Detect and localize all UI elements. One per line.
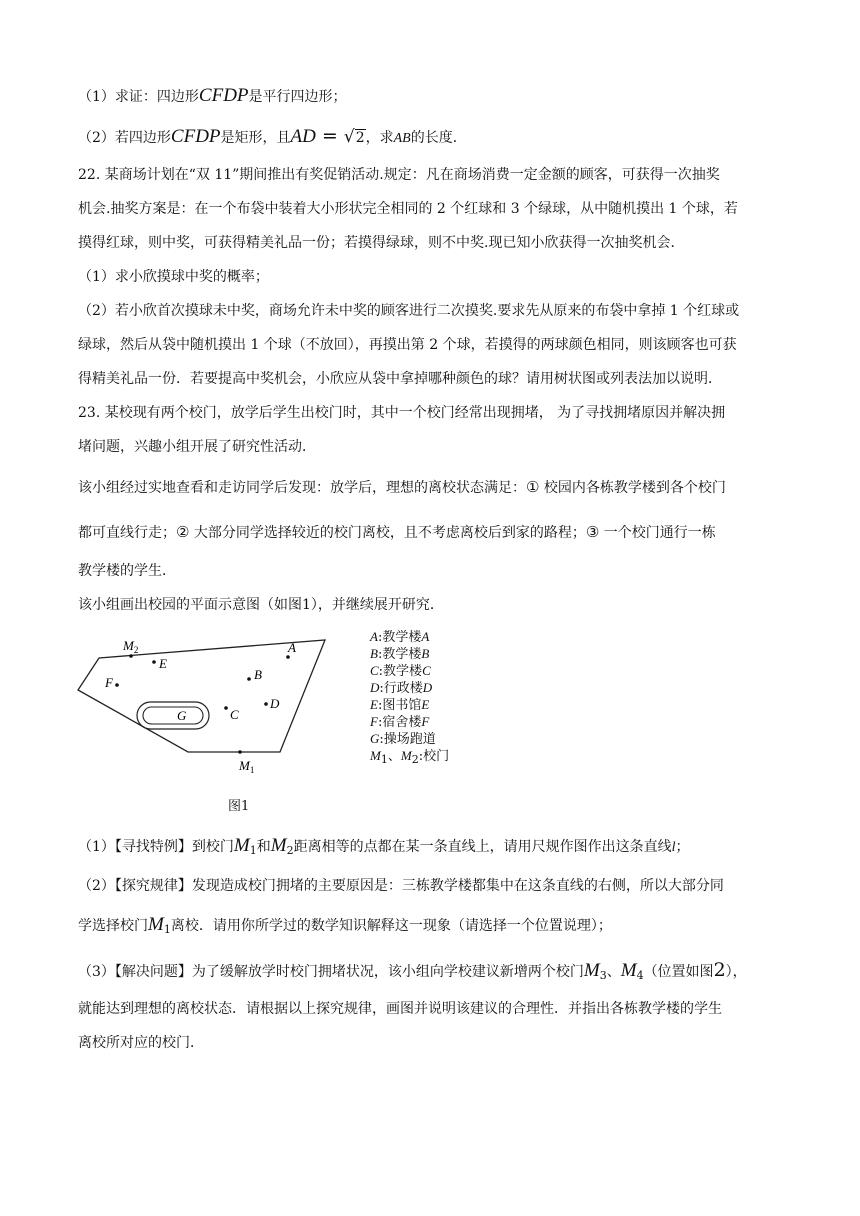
- q23-sub1: （1）【寻找特例】到校门$M_1$和$M_2$距离相等的点都在某一条直线上，请用尺规作图作出这条直线l；: [78, 835, 690, 857]
- legend-f: F:宿舍楼F: [370, 714, 430, 730]
- q22-line3: 摸得红球，则中奖，可获得精美礼品一份；若摸得绿球，则不中奖.现已知小欣获得一次抽奖机会．: [78, 235, 685, 251]
- point-e: [152, 660, 156, 664]
- q23-p2-l2a: 都可直线行走；: [78, 525, 176, 541]
- segment-ad: AD: [290, 126, 316, 147]
- figure-caption: 图1: [228, 799, 250, 814]
- point-d: [264, 702, 268, 706]
- point-m1: [238, 750, 242, 754]
- legend-e: E:图书馆E: [370, 697, 430, 713]
- q22-sub1: （1）求小欣摸球中奖的概率；: [78, 269, 269, 285]
- legend-c: C:教学楼C: [370, 663, 431, 679]
- legend-gates: $M_1$、$M_2$:校门: [370, 748, 450, 766]
- equals-sign: =: [315, 125, 344, 147]
- q21-part2: [78, 126, 467, 149]
- q21-p1-prefix: （1）求证：四边形: [78, 89, 199, 105]
- q23-sub3-line1: （3）【解决问题】为了缓解放学时校门拥堵状况，该小组向学校建议新增两个校门$M_3$、$M_4$（位置如图2），: [78, 959, 747, 982]
- label-b: B: [254, 667, 262, 682]
- q22-sub2-line2: 绿球，然后从袋中随机摸出 1 个球（不放回），再摸出第 2 个球，若摸得的两球颜色相同，则该顾客也可获: [78, 337, 737, 353]
- circled-one: ①: [526, 478, 540, 496]
- q23-p2-l2c: 一个校门通行一栋: [599, 525, 716, 541]
- q23-sub2-line2: 学选择校门$M_1$离校．请用你所学过的数学知识解释这一现象（请选择一个位置说理）；: [78, 914, 612, 936]
- q21-p2-suffix: 的长度．: [410, 130, 467, 146]
- legend-g: G:操场跑道: [370, 731, 436, 747]
- q23-p2-l1b: 校园内各栋教学楼到各个校门: [539, 480, 726, 496]
- q23-para3: 该小组画出校园的平面示意图（如图1），并继续展开研究．: [78, 597, 444, 613]
- quad-cfdp-2: CFDP: [170, 126, 221, 147]
- q23-sub2-line1: （2）【探究规律】发现造成校门拥堵的主要原因是：三栋教学楼都集中在这条直线的右侧，所以大部分同: [78, 878, 724, 894]
- track-inner: [143, 707, 203, 724]
- q21-part1: [78, 86, 347, 107]
- legend-d: D:行政楼D: [370, 680, 433, 696]
- q21-p1-suffix: 是平行四边形；: [248, 89, 347, 105]
- label-d: D: [270, 696, 280, 711]
- q23-line2: 堵问题，兴趣小组开展了研究性活动．: [78, 439, 316, 455]
- label-f: F: [105, 675, 113, 690]
- segment-ab: AB: [393, 131, 411, 146]
- track-outer: [137, 702, 209, 729]
- label-g: G: [177, 708, 187, 723]
- label-m1: $M_1$: [239, 758, 255, 775]
- q23-para2-line3: 教学楼的学生．: [78, 563, 176, 579]
- legend-b: B:教学楼B: [370, 646, 430, 662]
- q22-sub2-line1: （2）若小欣首次摸球未中奖，商场允许未中奖的顾客进行二次摸奖.要求先从原来的布袋中拿掉 1 个红球或: [78, 303, 740, 319]
- label-m2: $M_2$: [123, 638, 139, 655]
- q23-sub3-line3: 离校所对应的校门．: [78, 1035, 204, 1051]
- point-m2: [129, 654, 133, 658]
- q22-line2: 机会.抽奖方案是：在一个布袋中装着大小形状完全相同的 2 个红球和 3 个绿球，从中随机摸出 1 个球，若: [78, 201, 738, 217]
- q23-para2-line1: [78, 477, 726, 498]
- label-a: A: [288, 640, 296, 655]
- point-f: [115, 683, 119, 687]
- label-e: E: [159, 656, 167, 671]
- q22-sub2-line3: 得精美礼品一份．若要提高中奖机会，小欣应从袋中拿掉哪种颜色的球？请用树状图或列表法加以说明．: [78, 371, 722, 387]
- point-b: [247, 677, 251, 681]
- quad-cfdp: CFDP: [198, 85, 249, 106]
- point-a: [286, 655, 290, 659]
- q23-p2-l1a: 该小组经过实地查看和走访同学后发现：放学后，理想的离校状态满足：: [78, 480, 526, 496]
- q21-p2-prefix: （2）若四边形: [78, 130, 171, 146]
- q21-p2-mid2: ，求: [365, 130, 394, 146]
- q23-para2-line2: [78, 522, 716, 543]
- sqrt-icon: √: [343, 127, 355, 147]
- q23-p2-l2b: 大部分同学选择较近的校门离校，且不考虑离校后到家的路程；: [189, 525, 586, 541]
- point-c: [224, 706, 228, 710]
- campus-map-figure: [70, 630, 340, 780]
- q21-p2-mid: 是矩形，且: [220, 130, 291, 146]
- legend-a: A:教学楼A: [370, 629, 430, 645]
- circled-three: ③: [585, 523, 600, 541]
- q23-line1: 23. 某校现有两个校门，放学后学生出校门时，其中一个校门经常出现拥堵， 为了寻找拥堵原因并解决拥: [78, 405, 726, 421]
- label-c: C: [230, 707, 239, 722]
- radicand: 2: [355, 130, 365, 146]
- circled-two: ②: [176, 523, 190, 541]
- q22-line1: 22. 某商场计划在“双 11”期间推出有奖促销活动.规定：凡在商场消费一定金额的顾客，可获得一次抽奖: [78, 167, 720, 183]
- q23-sub3-line2: 就能达到理想的离校状态．请根据以上探究规律，画图并说明该建议的合理性．并指出各栋教学楼的学生: [78, 1001, 722, 1017]
